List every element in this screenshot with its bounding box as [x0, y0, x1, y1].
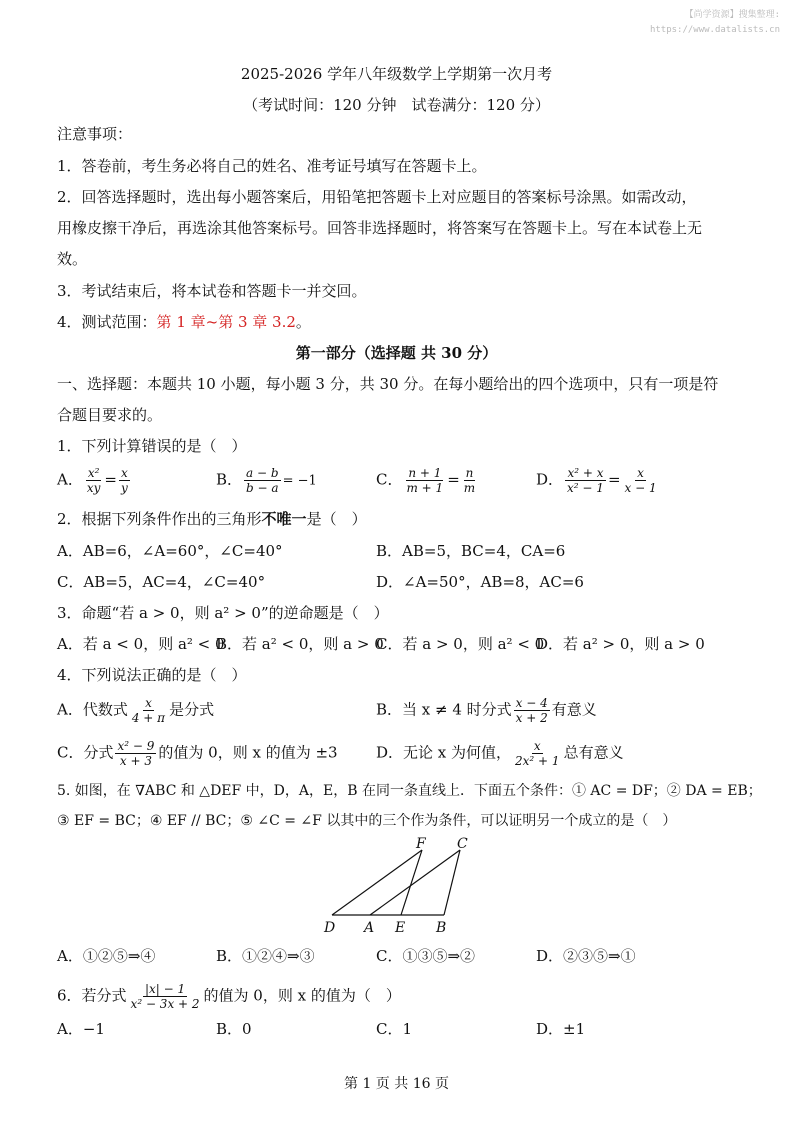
label-e: E: [395, 920, 406, 936]
q1-d-result-numerator: x: [637, 466, 644, 480]
q5-stem-line-2: ③ EF = BC；④ EF // BC；⑤ ∠C = ∠F 以其中的三个作为条件，可以证明另一个成立的是（ ）: [57, 813, 677, 829]
q5-option-c: C．①③⑤⇒②: [376, 947, 476, 965]
q2-stem: [57, 509, 367, 529]
q3-option-d: D．若 a² > 0，则 a > 0: [536, 635, 705, 653]
q4-b-suffix: 有意义: [551, 700, 597, 719]
q2-option-d: D．∠A=50°，AB=8，AC=6: [376, 573, 584, 591]
q4-c-suffix: 的值为 0，则 x 的值为 ±3: [158, 743, 338, 762]
q4-b-fraction: [514, 696, 550, 725]
q1-option-c: [376, 466, 479, 495]
q4-d-numerator: x: [533, 739, 541, 753]
q1-d-numerator: x² + x: [567, 466, 604, 480]
q1-c-result: [462, 466, 477, 495]
q6-stem-prefix: 6．若分式: [57, 986, 127, 1005]
q1-d-label: D．: [536, 470, 564, 489]
q6-fraction: [129, 982, 202, 1011]
section-heading: 第一部分（选择题 共 30 分）: [295, 344, 498, 362]
q6-option-b: B．0: [216, 1020, 252, 1038]
notes-heading: 注意事项：: [57, 125, 133, 143]
section-intro-line-1: 一、选择题：本题共 10 小题，每小题 3 分，共 30 分。在每小题给出的四个选项中，只有一项是符: [57, 375, 719, 393]
q5-option-a: A．①②⑤⇒④: [57, 947, 156, 965]
note-4-prefix: 4．测试范围：: [57, 313, 157, 331]
q4-option-c: [57, 739, 338, 768]
q4-a-fraction: [130, 696, 167, 725]
q2-option-b: B．AB=5，BC=4，CA=6: [376, 542, 566, 560]
q1-d-fraction: [565, 466, 606, 495]
q4-option-a: [57, 696, 214, 725]
q1-a-result-numerator: x: [120, 466, 128, 480]
q2-option-a: A．AB=6，∠A=60°，∠C=40°: [57, 542, 283, 560]
q4-d-fraction: [513, 739, 562, 768]
note-2-line-1: 2．回答选择题时，选出每小题答案后，用铅笔把答题卡上对应题目的答案标号涂黑。如需改动，: [57, 188, 697, 206]
q1-a-fraction: [85, 466, 103, 495]
q4-option-b: [376, 696, 597, 725]
q4-c-fraction: [115, 739, 156, 768]
q1-c-label: C．: [376, 470, 403, 489]
q1-c-equals: =: [447, 470, 460, 489]
q1-b-denominator: b − a: [246, 481, 279, 495]
note-3: 3．考试结束后，将本试卷和答题卡一并交回。: [57, 282, 367, 300]
q4-c-denominator: x + 3: [119, 754, 152, 768]
q4-stem: 4．下列说法正确的是（ ）: [57, 666, 247, 684]
q1-a-numerator: x²: [87, 466, 100, 480]
q1-c-numerator: n + 1: [408, 466, 442, 480]
q1-a-result: [119, 466, 130, 495]
exam-title: 2025-2026 学年八年级数学上学期第一次月考: [240, 65, 553, 83]
q1-option-b: [216, 466, 317, 495]
q6-stem-suffix: 的值为 0，则 x 的值为（ ）: [203, 986, 401, 1005]
q1-a-denominator: xy: [86, 481, 101, 495]
segment-df: [332, 850, 422, 915]
note-2-line-3: 效。: [57, 250, 88, 268]
q1-b-fraction: [244, 466, 281, 495]
q6-option-c: C．1: [376, 1020, 413, 1038]
q3-option-c: C．若 a > 0，则 a² < 0: [376, 635, 545, 653]
q2-option-c: C．AB=5，AC=4，∠C=40°: [57, 573, 266, 591]
note-4: [57, 312, 311, 332]
q1-b-equals: = −1: [282, 473, 317, 489]
watermark-line-2: https://www.datalists.cn: [649, 25, 780, 35]
q5-stem-line-1: 5. 如图，在 ∇ABC 和 △DEF 中，D，A，E，B 在同一条直线上．下面五个条件：① AC = DF；② DA = EB；: [57, 783, 762, 799]
exam-subtitle: （考试时间：120 分钟 试卷满分：120 分）: [243, 96, 550, 114]
q3-stem: 3．命题“若 a > 0，则 a² > 0”的逆命题是（ ）: [57, 604, 389, 622]
label-c: C: [457, 836, 468, 852]
q5-option-d: D．②③⑤⇒①: [536, 947, 636, 965]
q4-b-prefix: B．当 x ≠ 4 时分式: [376, 700, 512, 719]
q1-a-label: A．: [57, 470, 83, 489]
q1-c-result-numerator: n: [465, 466, 474, 480]
q6-numerator: |x| − 1: [144, 982, 186, 996]
q3-option-a: A．若 a < 0，则 a² < 0: [57, 635, 225, 653]
label-f: F: [416, 836, 426, 852]
q6-option-d: D．±1: [536, 1020, 586, 1038]
q1-b-numerator: a − b: [246, 466, 279, 480]
q1-stem: 1．下列计算错误的是（ ）: [57, 437, 247, 455]
watermark-line-1: 【尚学资源】搜集整理:: [684, 10, 780, 20]
label-b: B: [436, 920, 447, 936]
q4-a-suffix: 是分式: [169, 700, 215, 719]
q1-d-result-denominator: x − 1: [624, 481, 657, 495]
q6-stem: [57, 982, 401, 1011]
q6-option-a: A．−1: [57, 1020, 105, 1038]
q4-d-suffix: 总有意义: [563, 743, 624, 762]
q1-c-fraction: [404, 466, 445, 495]
q5-figure: [310, 836, 500, 936]
label-d: D: [324, 920, 336, 936]
q4-b-denominator: x + 2: [515, 711, 548, 725]
q2-stem-emphasis: 不唯一: [261, 510, 307, 528]
q1-c-result-denominator: m: [463, 481, 476, 495]
q5-option-b: B．①②④⇒③: [216, 947, 315, 965]
q4-option-d: [376, 739, 624, 768]
q1-d-equals: =: [607, 470, 621, 489]
q1-c-denominator: m + 1: [406, 481, 444, 495]
q2-stem-end: 是（ ）: [306, 510, 367, 528]
q4-c-numerator: x² − 9: [117, 739, 155, 753]
q3-option-b: B．若 a² < 0，则 a > 0: [216, 635, 384, 653]
label-a: A: [364, 920, 375, 936]
q1-d-result: [623, 466, 659, 495]
page-number: 第 1 页 共 16 页: [344, 1076, 449, 1092]
note-4-suffix: 。: [295, 313, 311, 331]
q4-c-prefix: C．分式: [57, 743, 114, 762]
q1-d-denominator: x² − 1: [567, 481, 604, 495]
note-2-line-2: 用橡皮擦干净后，再选涂其他答案标号。回答非选择题时，将答案写在答题卡上。写在本试卷上无: [57, 219, 703, 237]
q1-b-label: B．: [216, 470, 243, 489]
q4-a-numerator: x: [145, 696, 152, 710]
q4-b-numerator: x − 4: [515, 696, 548, 710]
note-4-range: 第 1 章~第 3 章 3.2: [156, 313, 296, 331]
q1-option-a: [57, 466, 132, 495]
q4-a-denominator: 4 + π: [131, 711, 166, 725]
q1-a-equals: =: [104, 470, 117, 489]
q4-d-denominator: 2x² + 1: [515, 754, 560, 768]
section-intro-line-2: 合题目要求的。: [57, 406, 163, 424]
q4-a-prefix: A．代数式: [57, 700, 128, 719]
note-1: 1．答卷前，考生务必将自己的姓名、准考证号填写在答题卡上。: [57, 157, 487, 175]
q4-d-prefix: D．无论 x 为何值，: [376, 743, 512, 762]
q2-stem-start: 2．根据下列条件作出的三角形: [57, 510, 262, 528]
segment-fe: [401, 850, 422, 915]
q1-a-result-denominator: y: [120, 481, 128, 495]
q1-option-d: [536, 466, 661, 495]
q6-denominator: x² − 3x + 2: [130, 997, 200, 1011]
